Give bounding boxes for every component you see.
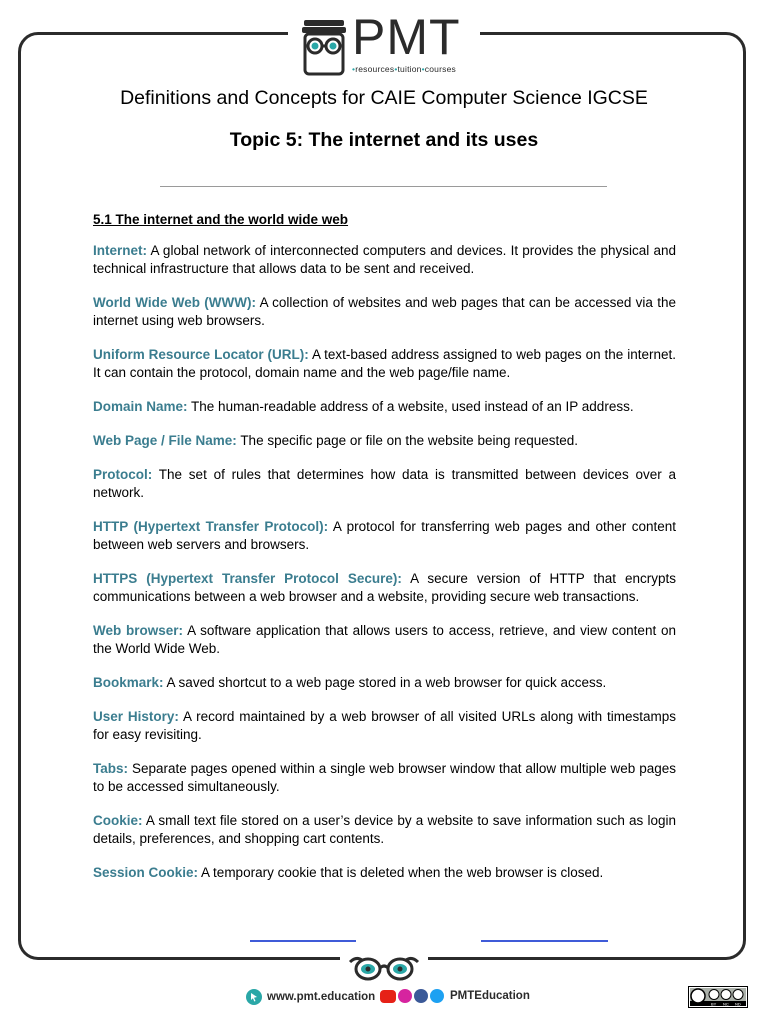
tagline-part: resources	[355, 64, 395, 74]
definition-item	[93, 760, 676, 796]
definition-item	[93, 570, 676, 606]
term-definition: A collection of websites and web pages that can be accessed via the internet using web browsers.	[93, 295, 676, 328]
glasses-icon	[348, 954, 420, 982]
cursor-icon	[246, 989, 262, 1005]
term-name: Internet:	[93, 243, 147, 258]
term-name: Tabs:	[93, 761, 129, 776]
instagram-icon[interactable]	[398, 989, 412, 1003]
section-heading: 5.1 The internet and the world wide web	[93, 212, 349, 227]
creative-commons-license-icon	[688, 986, 748, 1008]
definition-item	[93, 708, 676, 744]
page-footer	[0, 986, 768, 1016]
social-handle[interactable]: PMTEducation	[450, 990, 530, 1002]
term-definition: A global network of interconnected computers and devices. It provides the physical and technical infrastructure that allows data to be sent and received.	[93, 243, 676, 276]
document-title: Definitions and Concepts for CAIE Computer Science IGCSE	[120, 87, 648, 109]
term-name: Cookie:	[93, 813, 143, 828]
definition-item	[93, 432, 676, 450]
term-name: HTTPS (Hypertext Transfer Protocol Secure):	[93, 571, 402, 586]
term-definition: A record maintained by a web browser of all visited URLs along with timestamps for easy revisiting.	[93, 709, 677, 742]
tagline-part: courses	[424, 64, 456, 74]
term-definition: Separate pages opened within a single web browser window that allow multiple web pages to be accessed simultaneously.	[93, 761, 676, 794]
term-name: Domain Name:	[93, 399, 188, 414]
definition-item	[93, 812, 676, 848]
term-definition: The specific page or file on the website being requested.	[240, 433, 579, 448]
term-definition: A small text file stored on a user’s device by a website to save information such as login details, preferences, and shopping cart contents.	[93, 813, 676, 846]
tagline-part: tuition	[397, 64, 422, 74]
definitions-section	[93, 212, 676, 898]
term-definition: A protocol for transferring web pages and other content between web servers and browsers.	[93, 519, 676, 552]
website-text: www.pmt.education	[267, 991, 376, 1003]
title-divider	[160, 186, 607, 187]
definition-item	[93, 346, 676, 382]
social-links	[380, 989, 530, 1003]
term-definition: A text-based address assigned to web pages on the internet. It can contain the protocol, domain name and the web page/file name.	[93, 347, 676, 380]
youtube-icon[interactable]	[380, 990, 396, 1003]
logo-brand: PMT	[352, 9, 461, 65]
term-definition: A saved shortcut to a web page stored in a web browser for quick access.	[166, 675, 607, 690]
term-name: Web browser:	[93, 623, 184, 638]
definition-item	[93, 622, 676, 658]
term-name: Uniform Resource Locator (URL):	[93, 347, 309, 362]
license-part: BY	[711, 1001, 717, 1007]
definition-item	[93, 242, 676, 278]
term-definition: A temporary cookie that is deleted when the web browser is closed.	[201, 865, 604, 880]
footer-link-underline[interactable]	[481, 940, 608, 942]
term-definition: A secure version of HTTP that encrypts communications between a web browser and a website, providing secure web transactions.	[93, 571, 676, 604]
term-definition: The set of rules that determines how data is transmitted between devices over a network.	[93, 467, 676, 500]
term-name: Session Cookie:	[93, 865, 199, 880]
definition-item	[93, 518, 676, 554]
term-name: User History:	[93, 709, 179, 724]
term-definition: The human-readable address of a website, used instead of an IP address.	[191, 399, 634, 414]
definition-item	[93, 398, 676, 416]
definition-item	[93, 674, 676, 692]
logo-tagline: •resources•tuition•courses	[352, 64, 456, 74]
website-link[interactable]	[246, 989, 375, 1005]
license-part: ND	[735, 1001, 741, 1007]
definition-item	[93, 466, 676, 502]
definition-item	[93, 864, 676, 882]
facebook-icon[interactable]	[414, 989, 428, 1003]
twitter-icon[interactable]	[430, 989, 444, 1003]
footer-link-underline[interactable]	[250, 940, 356, 942]
license-part: NC	[723, 1001, 729, 1007]
term-name: World Wide Web (WWW):	[93, 295, 257, 310]
term-name: HTTP (Hypertext Transfer Protocol):	[93, 519, 329, 534]
term-name: Web Page / File Name:	[93, 433, 237, 448]
definition-item	[93, 294, 676, 330]
term-definition: A software application that allows users to access, retrieve, and view content on the World Wide Web.	[93, 623, 676, 656]
term-name: Bookmark:	[93, 675, 164, 690]
topic-title: Topic 5: The internet and its uses	[229, 129, 539, 151]
term-name: Protocol:	[93, 467, 153, 482]
